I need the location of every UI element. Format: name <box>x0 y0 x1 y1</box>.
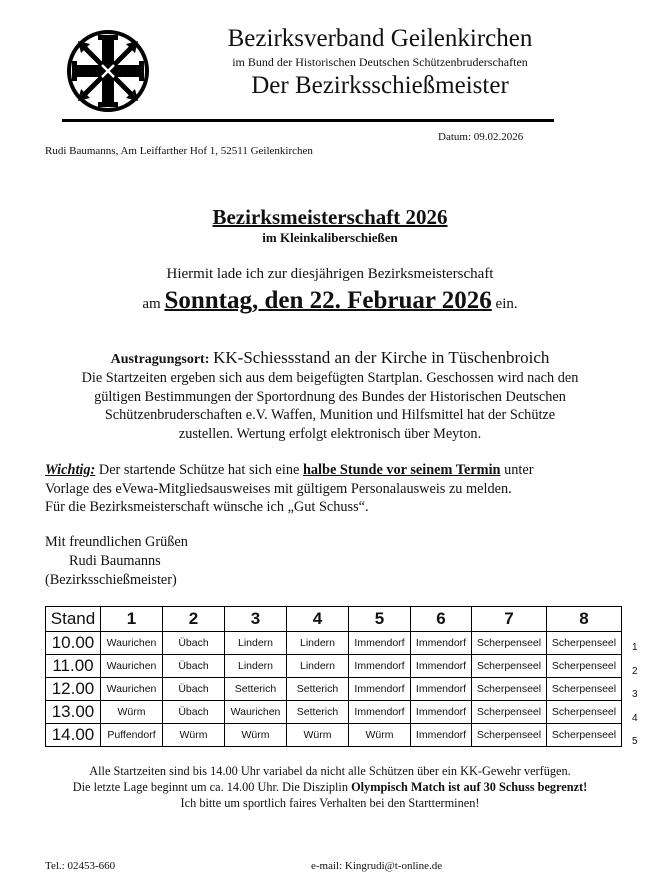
closing-role: (Bezirksschießmeister) <box>45 572 177 588</box>
club-cell: Scherpenseel <box>547 724 622 747</box>
club-cell: Setterich <box>225 678 287 701</box>
club-cell: Waurichen <box>101 632 163 655</box>
club-cell: Scherpenseel <box>547 701 622 724</box>
club-cell: Scherpenseel <box>472 632 547 655</box>
invite-prefix: am <box>142 296 161 312</box>
header-divider <box>62 119 554 122</box>
important-label: Wichtig: <box>45 462 96 478</box>
important-text: Der startende Schütze hat sich eine <box>98 462 300 478</box>
column-header: 1 <box>101 607 163 632</box>
club-cell: Würm <box>287 724 349 747</box>
club-cell: Scherpenseel <box>547 632 622 655</box>
event-title-text: Bezirksmeisterschaft 2026 <box>212 205 448 229</box>
table-row <box>46 655 622 678</box>
club-cell: Waurichen <box>101 678 163 701</box>
club-cell: Waurichen <box>101 655 163 678</box>
club-cell: Setterich <box>287 701 349 724</box>
club-cell: Übach <box>163 678 225 701</box>
club-cell: Scherpenseel <box>472 678 547 701</box>
start-time-cell: 13.00 <box>46 701 101 724</box>
column-header: 6 <box>411 607 472 632</box>
club-cell: Immendorf <box>349 701 411 724</box>
association-subtitle: im Bund der Historischen Deutschen Schützenbruderschaften <box>232 55 528 69</box>
club-cell: Scherpenseel <box>472 724 547 747</box>
event-subtitle: im Kleinkaliberschießen <box>262 230 398 245</box>
start-time-cell: 14.00 <box>46 724 101 747</box>
closing-name: Rudi Baumanns <box>69 553 161 569</box>
club-cell: Scherpenseel <box>547 655 622 678</box>
column-header: 4 <box>287 607 349 632</box>
club-cell: Scherpenseel <box>472 701 547 724</box>
club-cell: Lindern <box>287 632 349 655</box>
sender-address: Rudi Baumanns, Am Leiffarther Hof 1, 52511 Geilenkirchen <box>45 145 313 157</box>
closing-block <box>45 533 188 590</box>
club-cell: Scherpenseel <box>472 655 547 678</box>
venue-label: Austragungsort: <box>110 352 210 367</box>
footer-phone: Tel.: 02453-660 <box>45 860 116 872</box>
schedule-notes <box>40 763 620 811</box>
start-time-cell: 11.00 <box>46 655 101 678</box>
start-time-cell: 12.00 <box>46 678 101 701</box>
start-time-cell: 10.00 <box>46 632 101 655</box>
club-cell: Immendorf <box>411 655 472 678</box>
note-line-1: Alle Startzeiten sind bis 14.00 Uhr variabel da nicht alle Schützen über ein KK-Gewehr verfügen. <box>89 764 571 778</box>
club-cell: Immendorf <box>411 678 472 701</box>
row-number: 1 <box>632 642 638 653</box>
column-header: 8 <box>547 607 622 632</box>
event-date-line <box>40 286 620 319</box>
venue-text-line: Die Startzeiten ergeben sich aus dem beigefügten Startplan. Geschossen wird nach den <box>81 370 579 386</box>
table-header-row <box>46 607 622 632</box>
important-line-3: Für die Bezirksmeisterschaft wünsche ich „Gut Schuss“. <box>45 499 369 515</box>
club-cell: Übach <box>163 655 225 678</box>
club-cell: Immendorf <box>349 655 411 678</box>
club-cell: Immendorf <box>349 632 411 655</box>
club-cell: Würm <box>163 724 225 747</box>
row-number: 3 <box>632 689 638 700</box>
important-highlight: halbe Stunde vor seinem Termin <box>302 462 501 478</box>
venue-description <box>40 369 620 443</box>
column-header: 5 <box>349 607 411 632</box>
club-cell: Immendorf <box>411 724 472 747</box>
venue-value: KK-Schiessstand an der Kirche in Tüschenbroich <box>213 348 550 367</box>
note-line-2 <box>40 779 620 795</box>
club-cell: Puffendorf <box>101 724 163 747</box>
table-row <box>46 678 622 701</box>
note-text: Die letzte Lage beginnt um ca. 14.00 Uhr. Die Disziplin <box>72 780 348 794</box>
important-line-1 <box>45 461 625 480</box>
club-cell: Immendorf <box>349 678 411 701</box>
cross-arrows-emblem-icon <box>66 29 150 113</box>
important-text: unter <box>504 462 534 478</box>
table-row <box>46 701 622 724</box>
association-role: Der Bezirksschießmeister <box>251 72 509 99</box>
start-schedule-table <box>45 606 622 747</box>
club-cell: Übach <box>163 701 225 724</box>
venue-line <box>40 349 620 369</box>
note-bold-text: Olympisch Match ist auf 30 Schuss begrenzt! <box>351 780 588 794</box>
club-cell: Würm <box>101 701 163 724</box>
row-number: 2 <box>632 665 638 677</box>
column-header: 7 <box>472 607 547 632</box>
venue-text-line: zustellen. Wertung erfolgt elektronisch über Meyton. <box>178 425 482 442</box>
venue-text-line: gültigen Bestimmungen der Sportordnung des Bundes der Historischen Deutschen <box>94 388 566 405</box>
club-cell: Waurichen <box>225 701 287 724</box>
association-title: Bezirksverband Geilenkirchen <box>227 25 533 52</box>
table-row <box>46 724 622 747</box>
closing-greeting: Mit freundlichen Grüßen <box>45 534 188 550</box>
important-notice <box>45 461 625 517</box>
column-header: 3 <box>225 607 287 632</box>
table-row <box>46 632 622 655</box>
club-cell: Lindern <box>225 655 287 678</box>
club-cell: Immendorf <box>411 632 472 655</box>
column-header: Stand <box>46 607 101 632</box>
invite-suffix: ein. <box>495 296 518 312</box>
club-cell: Lindern <box>287 655 349 678</box>
club-cell: Lindern <box>225 632 287 655</box>
club-cell: Scherpenseel <box>547 678 622 701</box>
club-cell: Übach <box>163 632 225 655</box>
event-date: Sonntag, den 22. Februar 2026 <box>164 287 492 314</box>
note-line-3: Ich bitte um sportlich faires Verhalten bei den Startterminen! <box>180 796 480 810</box>
document-date: Datum: 09.02.2026 <box>438 131 524 143</box>
column-header: 2 <box>163 607 225 632</box>
club-cell: Immendorf <box>411 701 472 724</box>
event-title <box>40 204 620 230</box>
important-line-2: Vorlage des eVewa-Mitgliedsausweises mit gültigem Personalausweis zu melden. <box>45 480 512 497</box>
venue-text-line: Schützenbruderschaften e.V. Waffen, Munition und Hilfsmittel hat der Schütze <box>104 407 556 423</box>
club-cell: Würm <box>349 724 411 747</box>
club-cell: Setterich <box>287 678 349 701</box>
row-number: 4 <box>632 712 638 724</box>
row-number: 5 <box>632 736 638 747</box>
footer-email: e-mail: Kingrudi@t-online.de <box>311 860 443 872</box>
invite-line: Hiermit lade ich zur diesjährigen Bezirksmeisterschaft <box>166 266 494 282</box>
club-cell: Würm <box>225 724 287 747</box>
